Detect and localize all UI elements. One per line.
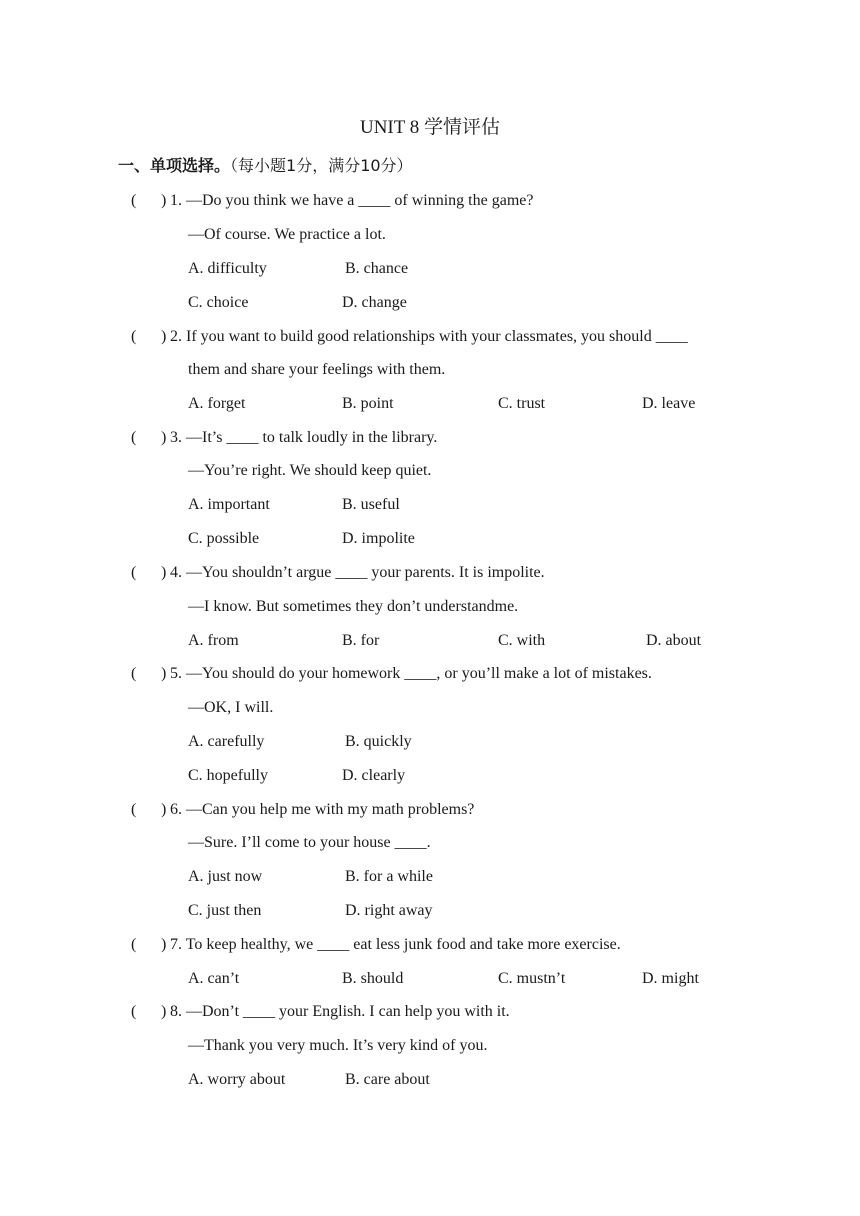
question-5-option-c: C. hopefully bbox=[188, 767, 268, 784]
page-title: UNIT 8 学情评估 bbox=[359, 117, 501, 138]
question-6-option-d: D. right away bbox=[345, 902, 433, 919]
question-5-option-b: B. quickly bbox=[345, 733, 412, 750]
question-2-option-a: A. forget bbox=[188, 395, 246, 412]
question-2-option-d: D. leave bbox=[642, 395, 696, 412]
question-3-reply: —You’re right. We should keep quiet. bbox=[188, 462, 432, 479]
question-7-option-b: B. should bbox=[342, 970, 404, 987]
answer-blank-8[interactable]: ( ) bbox=[131, 1003, 167, 1020]
question-1-reply: —Of course. We practice a lot. bbox=[188, 226, 386, 243]
question-3-option-b: B. useful bbox=[342, 496, 400, 513]
question-2-option-b: B. point bbox=[342, 395, 394, 412]
section-heading-text: 一、单项选择。 bbox=[118, 156, 231, 175]
question-6-reply: —Sure. I’ll come to your house ____. bbox=[188, 834, 431, 851]
question-8-option-a: A. worry about bbox=[188, 1071, 286, 1088]
answer-blank-5[interactable]: ( ) bbox=[131, 665, 167, 682]
question-7-option-d: D. might bbox=[642, 970, 699, 987]
question-2-reply: them and share your feelings with them. bbox=[188, 361, 446, 378]
question-4-option-a: A. from bbox=[188, 632, 239, 649]
question-4-option-c: C. with bbox=[498, 632, 546, 649]
answer-blank-2[interactable]: ( ) bbox=[131, 328, 167, 345]
question-8-stem: 8. —Don’t ____ your English. I can help you with it. bbox=[170, 1003, 510, 1020]
question-7-stem: 7. To keep healthy, we ____ eat less junk food and take more exercise. bbox=[170, 936, 621, 953]
question-4-reply: —I know. But sometimes they don’t understandme. bbox=[188, 598, 519, 615]
question-3-stem: 3. —It’s ____ to talk loudly in the library. bbox=[170, 429, 438, 446]
question-4-option-b: B. for bbox=[342, 632, 380, 649]
question-5-stem: 5. —You should do your homework ____, or you’ll make a lot of mistakes. bbox=[170, 665, 652, 682]
question-3-option-d: D. impolite bbox=[342, 530, 415, 547]
question-8-option-b: B. care about bbox=[345, 1071, 430, 1088]
section-note: （每小题1分，满分10分） bbox=[230, 156, 413, 175]
question-3-option-a: A. important bbox=[188, 496, 270, 513]
question-5-reply: —OK, I will. bbox=[188, 699, 274, 716]
question-6-option-a: A. just now bbox=[188, 868, 263, 885]
question-6-stem: 6. —Can you help me with my math problems? bbox=[170, 801, 475, 818]
question-1-option-a: A. difficulty bbox=[188, 260, 267, 277]
question-1-option-d: D. change bbox=[342, 294, 407, 311]
answer-blank-1[interactable]: ( ) bbox=[131, 192, 167, 209]
question-5-option-d: D. clearly bbox=[342, 767, 406, 784]
answer-blank-6[interactable]: ( ) bbox=[131, 801, 167, 818]
question-6-option-c: C. just then bbox=[188, 902, 262, 919]
question-1-option-b: B. chance bbox=[345, 260, 409, 277]
answer-blank-7[interactable]: ( ) bbox=[131, 936, 167, 953]
question-4-option-d: D. about bbox=[646, 632, 702, 649]
question-2-option-c: C. trust bbox=[498, 395, 546, 412]
question-7-option-a: A. can’t bbox=[188, 970, 240, 987]
question-7-option-c: C. mustn’t bbox=[498, 970, 566, 987]
question-2-stem: 2. If you want to build good relationships with your classmates, you should ____ bbox=[170, 328, 688, 345]
question-1-option-c: C. choice bbox=[188, 294, 249, 311]
question-4-stem: 4. —You shouldn’t argue ____ your parents. It is impolite. bbox=[170, 564, 545, 581]
answer-blank-4[interactable]: ( ) bbox=[131, 564, 167, 581]
answer-blank-3[interactable]: ( ) bbox=[131, 429, 167, 446]
question-8-reply: —Thank you very much. It’s very kind of you. bbox=[188, 1037, 488, 1054]
question-6-option-b: B. for a while bbox=[345, 868, 433, 885]
section-heading bbox=[118, 156, 413, 176]
question-3-option-c: C. possible bbox=[188, 530, 260, 547]
question-5-option-a: A. carefully bbox=[188, 733, 265, 750]
question-1-stem: 1. —Do you think we have a ____ of winning the game? bbox=[170, 192, 534, 209]
